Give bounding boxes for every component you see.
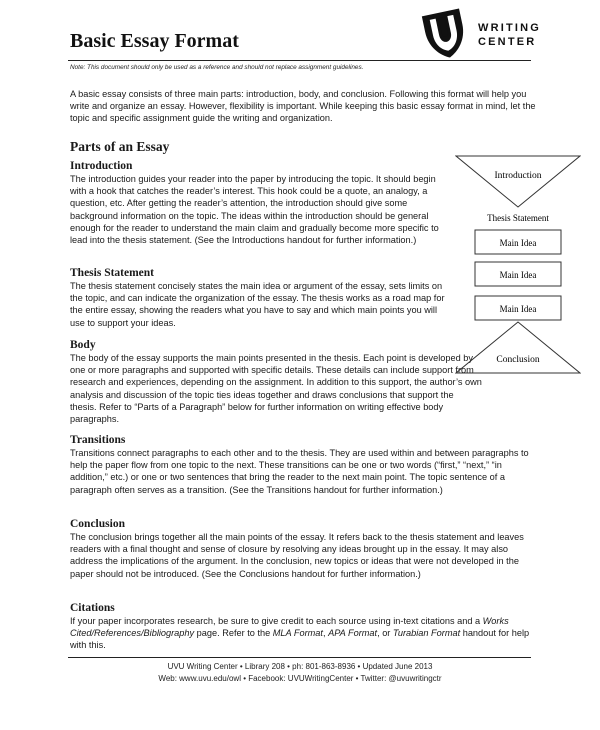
logo-wordmark (478, 21, 541, 49)
conclusion-heading: Conclusion (70, 518, 125, 530)
footer-divider (68, 657, 531, 658)
logo-line-writing: WRITING (478, 22, 542, 34)
header-divider (68, 60, 531, 61)
conclusion-body: The conclusion brings together all the main points of the essay. It refers back to the thesis statement and leaves readers with a final thought and sense of closure by resolving any ideas brought up in the essay. It may also address the implications of the argument. In the conclusion, new topics or ideas that were not developed in the paper should not be introduced. (See the Conclusions handout for further information.) (70, 532, 524, 579)
main-idea-label-2: Main Idea (499, 270, 537, 280)
citations-apa: APA Format (328, 628, 378, 639)
reference-note: Note: This document should only be used as a reference and should not replace assignment guidelines. (70, 64, 364, 71)
footer-web: Web: www.uvu.edu/owl • Facebook: UVUWritingCenter • Twitter: @uvuwritingctr (158, 674, 442, 683)
thesis-body: The thesis statement concisely states the main idea or argument of the essay, sets limits on the topic, and can indicate the organization of the essay. The thesis works as a road map for the entire essay, showing the readers what you have to say and which main points you will use to support your ideas. (70, 281, 445, 328)
introduction-label: Introduction (494, 171, 542, 181)
citations-text: , (322, 628, 329, 639)
citations-text: , or (377, 628, 393, 639)
logo-line-center: CENTER (478, 36, 537, 48)
conclusion-triangle (456, 322, 580, 373)
transitions-body: Transitions connect paragraphs to each other and to the thesis. They are used within and between paragraphs to help the paper flow from one topic to the next. These transitions can be one or two words (“first,” “next,” “in addition,” etc.) or one or two sentences that bring the reader to the next main point. The topic sentence of a paragraph often serves as a transition. (See the Transitions handout for further information.) (70, 448, 529, 495)
citations-heading: Citations (70, 602, 115, 614)
intro-paragraph: A basic essay consists of three main parts: introduction, body, and conclusion. Following this format will help you write and organize an essay. However, flexibility is important. While keeping this basic essay format in mind, let the topic and specific assignment guide the writing and organization. (70, 89, 536, 124)
thesis-heading: Thesis Statement (70, 267, 155, 279)
body-heading: Body (70, 339, 96, 351)
citations-body (70, 615, 540, 652)
essay-structure-diagram (455, 155, 581, 375)
body-body: The body of the essay supports the main points presented in the thesis. Each point is developed by one or more paragraphs and supported with specific details. These details can include support from research and experiences, depending on the assignment. In addition to this support, the author’s own analysis and discussion of the topic ties ideas together and draws conclusions that support the thesis. Refer to “Parts of a Paragraph” below for further information on writing effective body paragraphs. (70, 353, 482, 425)
page-title: Basic Essay Format (70, 30, 239, 52)
citations-turabian: Turabian Format (392, 628, 461, 639)
introduction-heading: Introduction (70, 160, 133, 172)
transitions-heading: Transitions (70, 434, 126, 446)
introduction-body: The introduction guides your reader into the paper by introducing the topic. It should begin with a hook that catches the reader’s interest. This hook could be a quote, an analogy, a question, etc. After getting the reader’s attention, the introduction should give some background information on the topic. The ideas within the introduction should be general enough for the reader to understand the main claim and gradually become more specific to lead into the thesis statement. (See the Introductions handout for further information.) (70, 174, 439, 246)
introduction-triangle (456, 156, 580, 207)
uv-shield-icon (422, 9, 469, 62)
parts-heading: Parts of an Essay (70, 139, 170, 154)
citations-mla: MLA Format (272, 628, 323, 639)
citations-text: handout for help with this. (70, 628, 530, 651)
citations-text: If your paper incorporates research, be sure to give credit to each source using in-text citations and a (70, 616, 483, 626)
main-idea-label-3: Main Idea (499, 304, 537, 314)
citations-works-cited: Works Cited/References/Bibliography (70, 616, 509, 639)
footer-contact: UVU Writing Center • Library 208 • ph: 801-863-8936 • Updated June 2013 (167, 662, 433, 671)
citations-text: page. Refer to the (194, 628, 273, 639)
conclusion-label: Conclusion (496, 355, 540, 365)
main-idea-label-1: Main Idea (499, 238, 537, 248)
thesis-statement-label: Thesis Statement (487, 213, 549, 223)
